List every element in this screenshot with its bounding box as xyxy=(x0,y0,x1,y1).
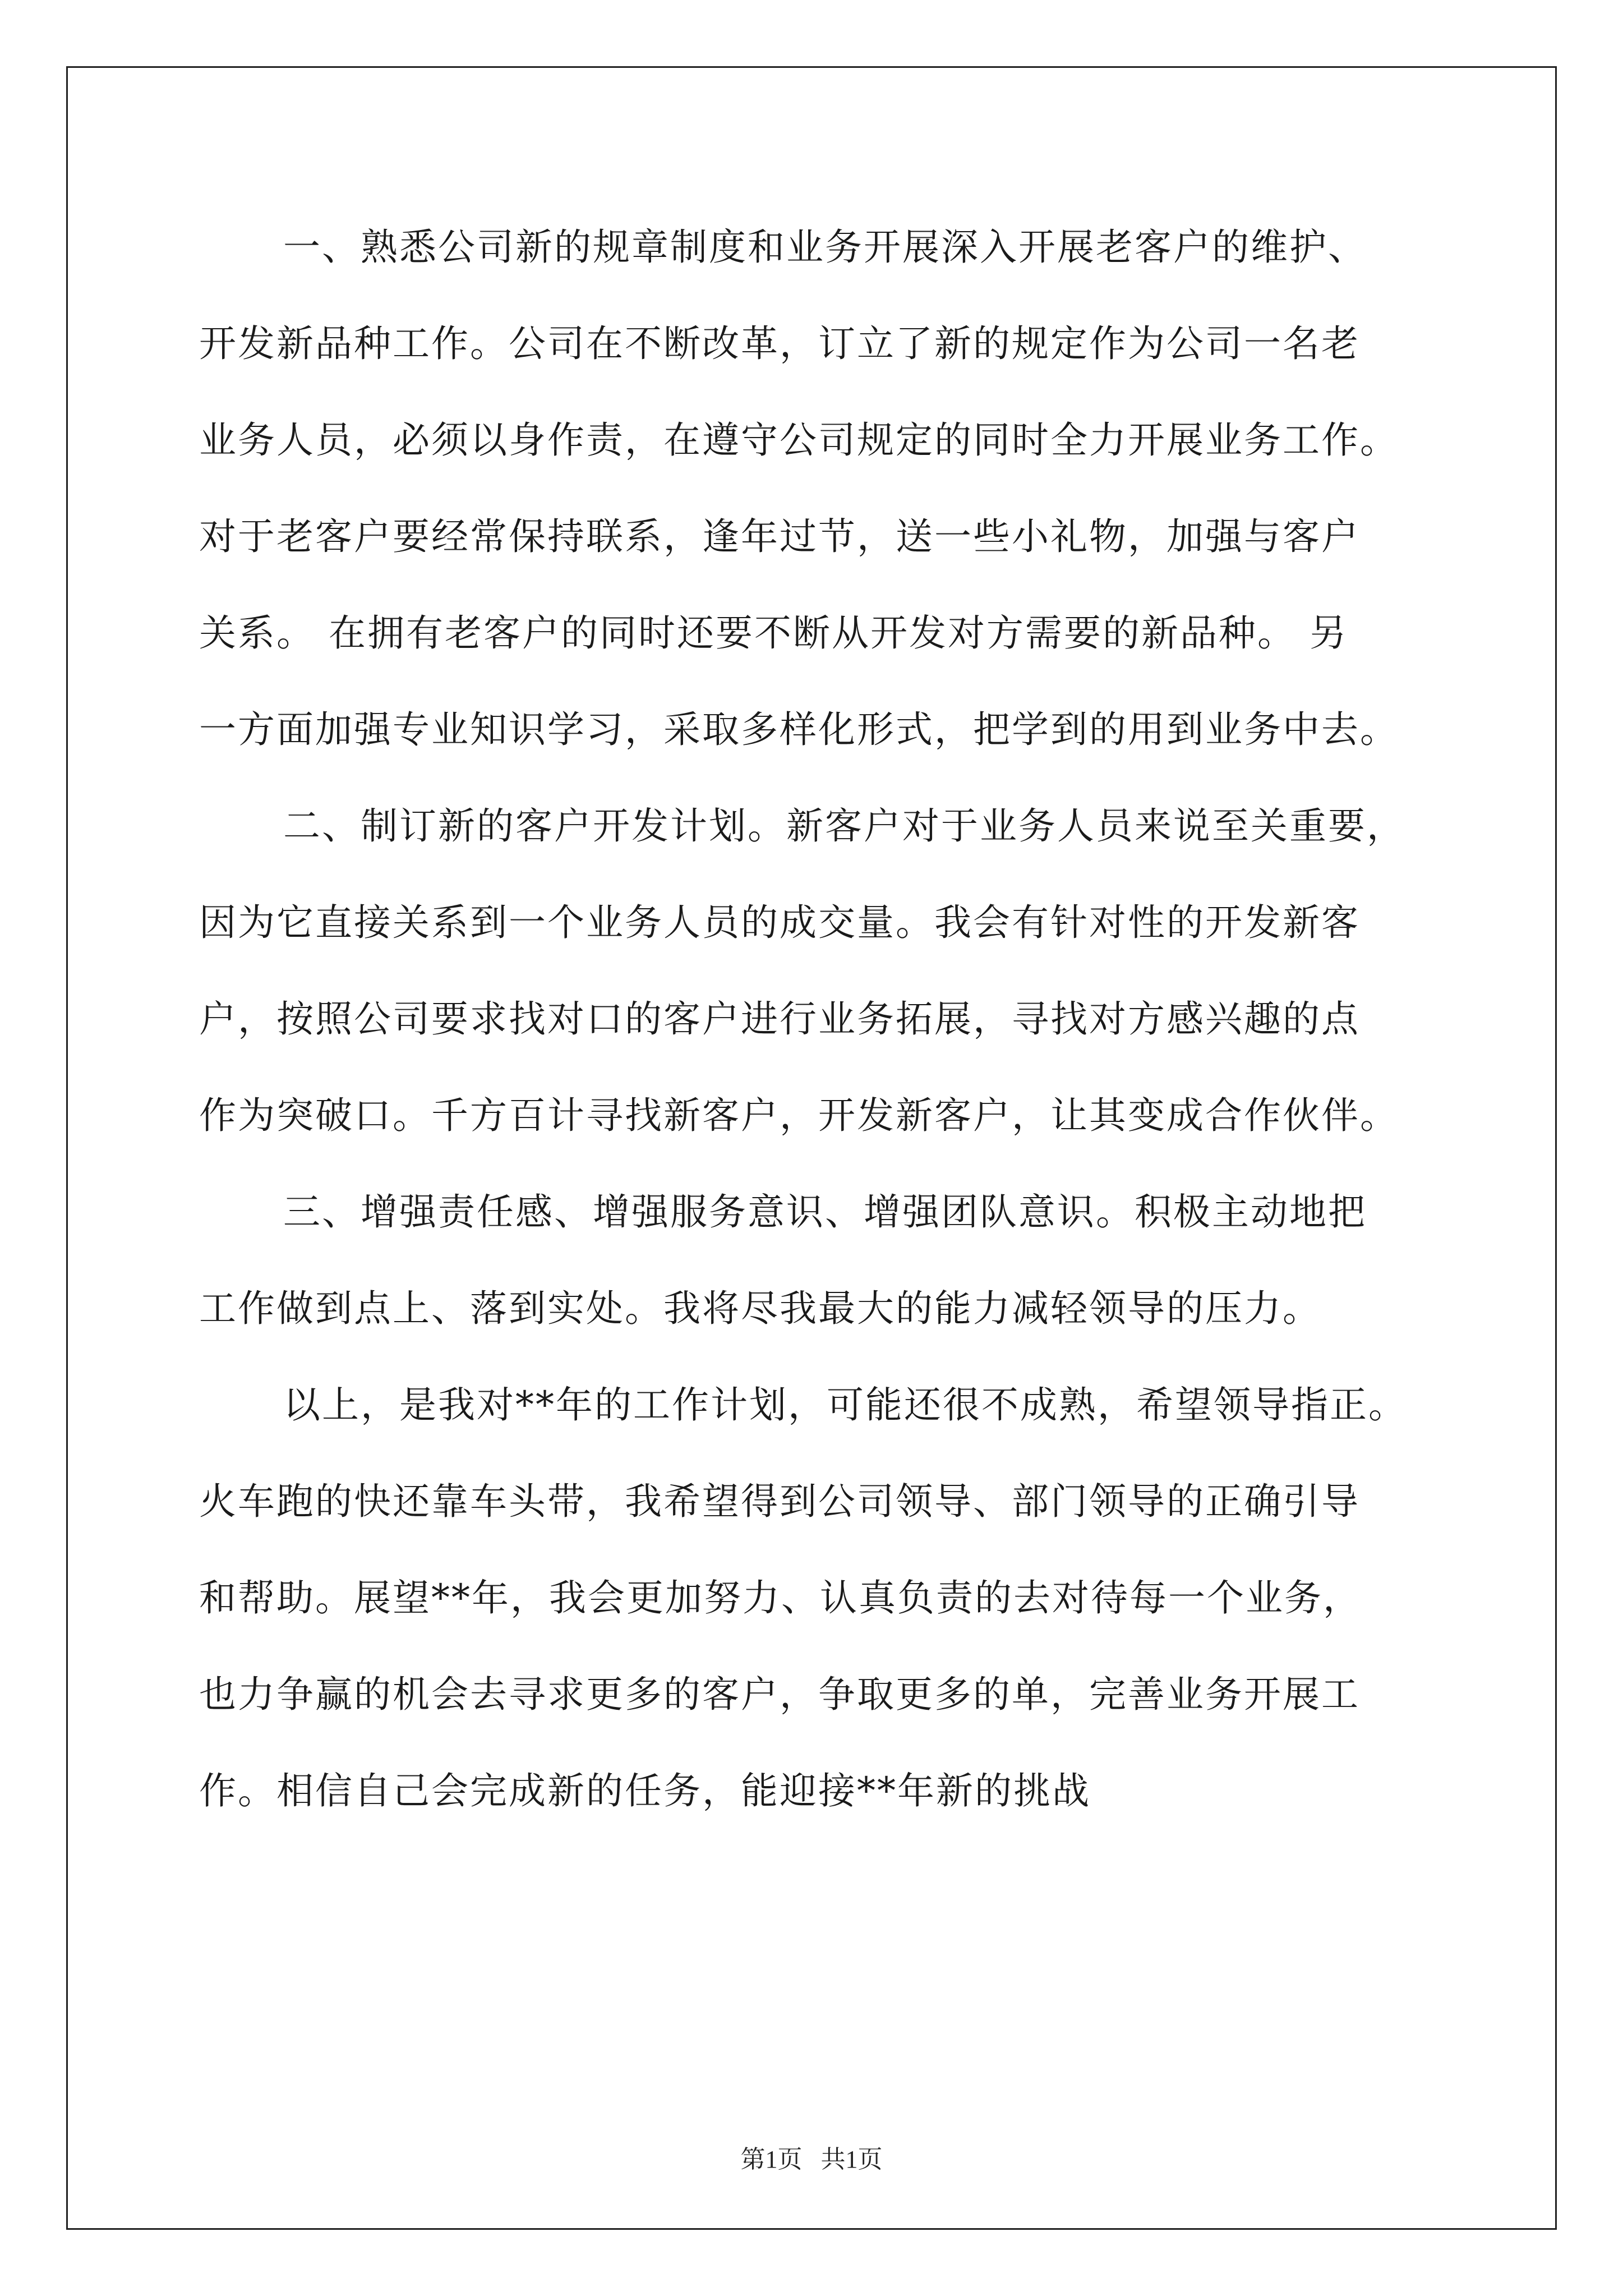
paragraph-1-line-3: 业务人员，必须以身作责，在遵守公司规定的同时全力开展业务工作。 xyxy=(199,418,1399,462)
paragraph-1-line-4: 对于老客户要经常保持联系，逢年过节，送一些小礼物，加强与客户 xyxy=(199,515,1360,558)
paragraph-4-line-1: 以上，是我对**年的工作计划，可能还很不成熟，希望领导指正。 xyxy=(283,1383,1407,1427)
document-body xyxy=(199,199,1422,1839)
paragraph-1-line-5: 关系。 在拥有老客户的同时还要不断从开发对方需要的新品种。 另 xyxy=(199,611,1348,655)
paragraph-3-line-2: 工作做到点上、落到实处。我将尽我最大的能力减轻领导的压力。 xyxy=(199,1287,1321,1330)
paragraph-1-line-2: 开发新品种工作。公司在不断改革，订立了新的规定作为公司一名老 xyxy=(199,322,1360,365)
paragraph-1-line-1: 一、熟悉公司新的规章制度和业务开展深入开展老客户的维护、 xyxy=(283,226,1367,269)
paragraph-2-line-2: 因为它直接关系到一个业务人员的成交量。我会有针对性的开发新客 xyxy=(199,901,1360,944)
paragraph-2-line-1: 二、制订新的客户开发计划。新客户对于业务人员来说至关重要， xyxy=(283,804,1405,848)
paragraph-3-line-1: 三、增强责任感、增强服务意识、增强团队意识。积极主动地把 xyxy=(283,1190,1367,1234)
paragraph-1-line-6: 一方面加强专业知识学习，采取多样化形式，把学到的用到业务中去。 xyxy=(199,708,1399,751)
paragraph-2-line-3: 户，按照公司要求找对口的客户进行业务拓展，寻找对方感兴趣的点 xyxy=(199,997,1360,1041)
paragraph-4-line-3: 和帮助。展望**年，我会更加努力、认真负责的去对待每一个业务， xyxy=(199,1576,1362,1619)
paragraph-4-line-4: 也力争赢的机会去寻求更多的客户，争取更多的单，完善业务开展工 xyxy=(199,1673,1360,1716)
paragraph-4-line-2: 火车跑的快还靠车头带，我希望得到公司领导、部门领导的正确引导 xyxy=(199,1480,1360,1523)
paragraph-2-line-4: 作为突破口。千方百计寻找新客户，开发新客户，让其变成合作伙伴。 xyxy=(199,1094,1399,1137)
page-number-footer: 第1页 共1页 xyxy=(740,2146,883,2173)
paragraph-4-line-5: 作。相信自己会完成新的任务，能迎接**年新的挑战 xyxy=(199,1769,1091,1812)
